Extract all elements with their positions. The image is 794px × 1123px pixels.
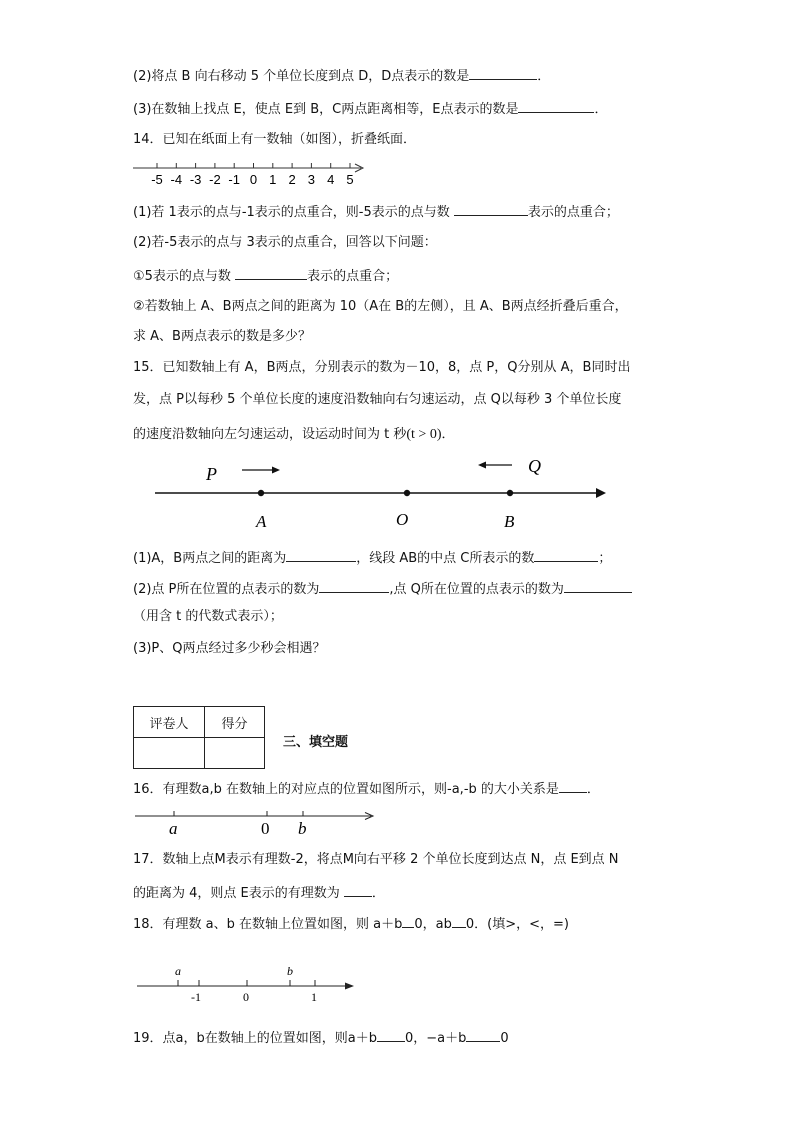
label-zero: 0: [243, 990, 249, 1004]
label-Q: Q: [528, 456, 541, 476]
answer-blank[interactable]: [564, 579, 632, 593]
q15-3-line: (3)P、Q两点经过多少秒会相遇？: [133, 641, 326, 656]
tick-label: 3: [307, 172, 316, 187]
score-table: [133, 706, 265, 769]
tick-label: 1: [269, 172, 277, 187]
answer-blank[interactable]: [235, 266, 307, 280]
label-B: B: [504, 512, 515, 531]
score-header: 得分: [205, 707, 265, 738]
answer-blank[interactable]: [319, 579, 389, 593]
q17-line-b: 的距离为 4，则点 E表示的有理数为 ．: [133, 883, 385, 903]
label-P: P: [206, 464, 217, 484]
answer-blank[interactable]: [469, 66, 537, 80]
q13-3-line: (3)在数轴上找点 E，使点 E到 B，C两点距离相等，E点表示的数是 ．: [133, 99, 607, 119]
circled-two: ②: [133, 299, 145, 314]
score-cell[interactable]: [205, 738, 265, 769]
label-minus-one: -1: [191, 990, 201, 1004]
tick-label: 0: [249, 172, 258, 187]
q14-2-line: (2)若-5表示的点与 3表示的点重合，回答以下问题：: [133, 235, 437, 250]
q15-line-c: 的速度沿数轴向左匀速运动，设运动时间为 t 秒(t > 0)．: [133, 427, 455, 442]
q15-line-a: 15．已知数轴上有 A，B两点，分别表示的数为－10，8，点 P，Q分别从 A，B同时出: [133, 360, 631, 375]
label-b: b: [298, 819, 307, 838]
tick-label: 5: [346, 172, 354, 187]
answer-blank[interactable]: [344, 883, 372, 897]
q16-line: 16．有理数a,b 在数轴上的对应点的位置如图所示，则-a,-b 的大小关系是 ．: [133, 779, 600, 799]
axis-arrow: [345, 983, 354, 990]
tick-label: 2: [288, 172, 296, 187]
answer-blank[interactable]: [559, 779, 587, 793]
label-one: 1: [311, 990, 317, 1004]
label-A: A: [256, 512, 267, 531]
q18-number-line: [133, 962, 363, 1004]
q14-2-2-line: ②若数轴上 A、B两点之间的距离为 10（A在 B的左侧），且 A、B两点经折叠后重合，: [133, 299, 628, 314]
q14-2-1-line: ①5表示的点与数 表示的点重合；: [133, 266, 398, 286]
tick-label: 4: [327, 172, 335, 187]
label-b: b: [287, 964, 293, 978]
tick-label: -4: [170, 172, 183, 187]
q15-line-b: 发，点 P以每秒 5 个单位长度的速度沿数轴向右匀速运动，点 Q以每秒 3 个单位长度: [133, 392, 622, 407]
label-zero: 0: [261, 819, 270, 838]
circled-one: ①: [133, 269, 145, 284]
answer-blank[interactable]: [452, 914, 466, 928]
q13-3-text: (3)在数轴上找点 E，使点 E到 B，C两点距离相等，E点表示的数是: [133, 102, 519, 117]
point-B: [507, 490, 513, 496]
answer-blank[interactable]: [286, 548, 356, 562]
answer-blank[interactable]: [402, 914, 414, 928]
tick-label: -1: [228, 172, 240, 187]
q15-2-line: (2)点 P所在位置的点表示的数为 ,点 Q所在位置的点表示的数为: [133, 579, 632, 599]
q17-line-a: 17．数轴上点M表示有理数-2，将点M向右平移 2 个单位长度到达点 N，点 E到点 N: [133, 852, 619, 867]
tick-label: -3: [189, 172, 202, 187]
point-O: [404, 490, 410, 496]
answer-blank[interactable]: [377, 1028, 405, 1042]
q13-2-line: (2)将点 B 向右移动 5 个单位长度到点 D，D点表示的数是 ．: [133, 66, 550, 86]
axis-arrow: [596, 488, 606, 498]
q14-2-2-line-b: 求 A、B两点表示的数是多少？: [133, 329, 311, 344]
label-a: a: [169, 819, 178, 838]
q15-2-note: （用含 t 的代数式表示）；: [133, 609, 283, 624]
q16-number-line: [133, 806, 383, 840]
answer-blank[interactable]: [454, 202, 528, 216]
answer-blank[interactable]: [518, 99, 594, 113]
q14-stem: 14．已知在纸面上有一数轴（如图），折叠纸面．: [133, 132, 417, 147]
q18-line: 18．有理数 a、b 在数轴上位置如图，则 a＋b 0，ab 0．(填>，<，=): [133, 914, 569, 934]
q15-figure: [150, 455, 610, 535]
tick-label: -5: [151, 172, 163, 187]
q14-number-line: [133, 158, 373, 190]
label-O: O: [396, 510, 409, 529]
answer-blank[interactable]: [466, 1028, 500, 1042]
q13-2-text: (2)将点 B 向右移动 5 个单位长度到点 D，D点表示的数是: [133, 69, 470, 84]
reviewer-header: 评卷人: [134, 707, 205, 738]
answer-blank[interactable]: [534, 548, 598, 562]
label-a: a: [175, 964, 181, 978]
q19-line: 19．点a，b在数轴上的位置如图，则a＋b 0，−a＋b 0: [133, 1028, 509, 1048]
reviewer-cell[interactable]: [134, 738, 205, 769]
section-title: 三、填空题: [283, 735, 349, 750]
tick-label: -2: [209, 172, 221, 187]
q15-1-line: (1)A，B两点之间的距离为 ，线段 AB的中点 C所表示的数 ；: [133, 548, 611, 568]
point-A: [258, 490, 264, 496]
q14-1-line: (1)若 1表示的点与-1表示的点重合，则-5表示的点与数 表示的点重合；: [133, 202, 619, 222]
